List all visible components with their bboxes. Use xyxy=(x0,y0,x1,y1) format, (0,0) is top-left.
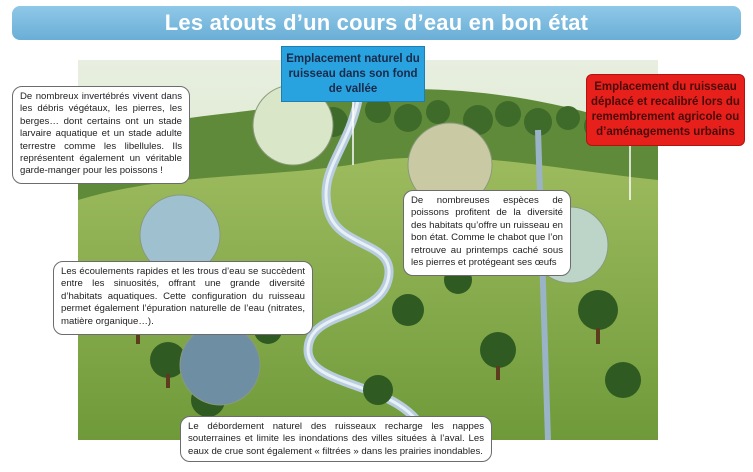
natural-location-callout: Emplacement naturel du ruisseau dans son fond de vallée xyxy=(281,46,425,102)
page-title: Les atouts d’un cours d’eau en bon état xyxy=(164,10,589,35)
fish-note: De nombreuses espèces de poissons profitent de la diversité des habitats qu’offre un ruisseau en bon état. Comme le chabot que l’on retrouve au printemps caché sous les pierres et protégeant ses œufs xyxy=(403,190,571,276)
moved-location-callout: Emplacement du ruisseau déplacé et recalibré lors du remembrement agricole ou d’aménagements urbains xyxy=(586,74,745,146)
overflow-note: Le débordement naturel des ruisseaux recharge les nappes souterraines et limite les inondations des villes situées à l’aval. Les eaux de crue sont également « filtrées » dans les prairies inondables. xyxy=(180,416,492,462)
flows-note: Les écoulements rapides et les trous d’eau se succèdent entre les sinuosités, offrant une grande diversité d’habitats aquatiques. Cette configuration du ruisseau permet également l’épuration naturelle de l’eau (nitrates, matière organique…). xyxy=(53,261,313,335)
invertebrates-note: De nombreux invertébrés vivent dans les débris végétaux, les pierres, les berges… dont certains ont un stade larvaire aquatique et un stade adulte terrestre comme les libellules. Ils représentent également un véritable garde-manger pour les poissons ! xyxy=(12,86,190,184)
